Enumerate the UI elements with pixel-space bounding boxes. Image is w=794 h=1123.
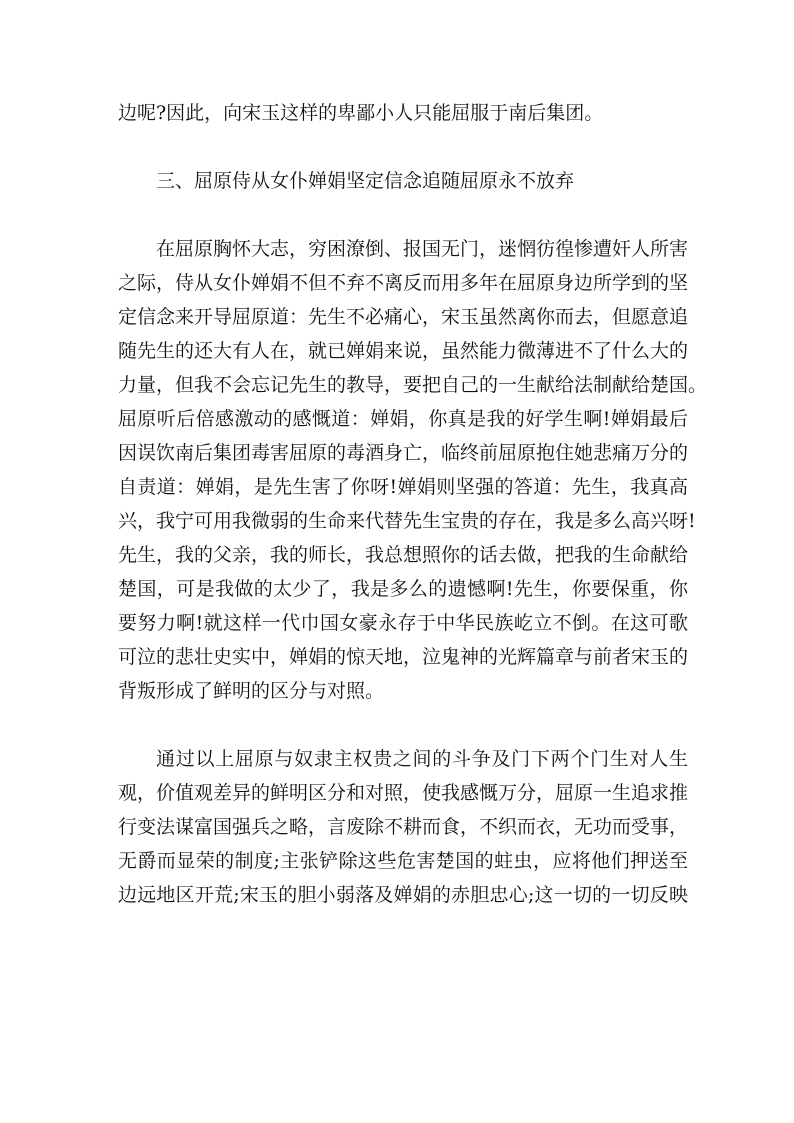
- intro-line: 边呢?因此，向宋玉这样的卑鄙小人只能屈服于南后集团。: [118, 102, 604, 124]
- paragraph-line: 通过以上屈原与奴隶主权贵之间的斗争及门下两个门生对人生: [156, 748, 688, 770]
- paragraph-line: 背叛形成了鲜明的区分与对照。: [118, 680, 385, 702]
- paragraph-line: 屈原听后倍感激动的感慨道：婵娟，你真是我的好学生啊!婵娟最后: [118, 408, 688, 430]
- spacer: [118, 198, 688, 232]
- paragraph-line: 因误饮南后集团毒害屈原的毒酒身亡，临终前屈原抱住她悲痛万分的: [118, 442, 689, 464]
- paragraph-line: 在屈原胸怀大志，穷困潦倒、报国无门，迷惘彷徨惨遭奸人所害: [156, 238, 689, 260]
- paragraph-line: 定信念来开导屈原道：先生不必痛心，宋玉虽然离你而去，但愿意追: [118, 306, 689, 328]
- paragraph-line: 先生，我的父亲，我的师长，我总想照你的话去做，把我的生命献给: [118, 544, 689, 566]
- paragraph-line: 随先生的还大有人在，就已婵娟来说，虽然能力微薄进不了什么大的: [118, 340, 689, 362]
- paragraph-line: 自责道：婵娟，是先生害了你呀!婵娟则坚强的答道：先生，我真高: [118, 476, 688, 498]
- paragraph-line: 边远地区开荒;宋玉的胆小弱落及婵娟的赤胆忠心;这一切的一切反映: [118, 884, 688, 906]
- spacer: [118, 708, 688, 742]
- paragraph-line: 楚国，可是我做的太少了，我是多么的遗憾啊!先生，你要保重，你: [118, 578, 688, 600]
- paragraph-line: 力量，但我不会忘记先生的教导，要把自己的一生献给法制献给楚国。: [118, 374, 708, 396]
- paragraph-line: 要努力啊!就这样一代巾国女豪永存于中华民族屹立不倒。在这可歌: [118, 612, 688, 634]
- document-page: [118, 96, 708, 912]
- paragraph-line: 观，价值观差异的鲜明区分和对照，使我感慨万分，屈原一生追求推: [118, 782, 689, 804]
- section-heading: 三、屈原侍从女仆婵娟坚定信念追随屈原永不放弃: [156, 170, 575, 192]
- paragraph-line: 无爵而显荣的制度;主张铲除这些危害楚国的蛀虫，应将他们押送至: [118, 850, 688, 872]
- spacer: [118, 130, 688, 164]
- paragraph-line: 兴，我宁可用我微弱的生命来代替先生宝贵的存在，我是多么高兴呀!: [118, 510, 696, 532]
- paragraph-2: [118, 742, 688, 912]
- paragraph-1: [118, 232, 708, 708]
- paragraph-line: 可泣的悲壮史实中，婵娟的惊天地，泣鬼神的光辉篇章与前者宋玉的: [118, 646, 689, 668]
- paragraph-line: 行变法谋富国强兵之略，言废除不耕而食，不织而衣，无功而受事，: [118, 816, 689, 838]
- paragraph-line: 之际，侍从女仆婵娟不但不弃不离反而用多年在屈原身边所学到的坚: [118, 272, 689, 294]
